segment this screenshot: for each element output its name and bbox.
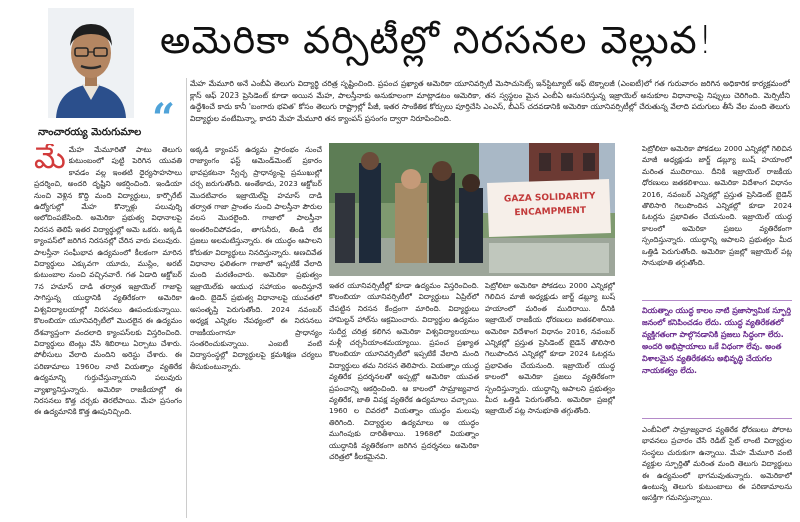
author-portrait-icon bbox=[48, 8, 134, 118]
column-3-text: ఇతర యూనివర్సిటీల్లో కూడా ఉద్యమం విస్తరించింది. కొలంబియా యూనివర్సిటీలో విద్యార్థులు ఏప్రిల్‌లో చేపట్టిన నిరసన కేంద్రంగా మారింది. విద్యార్థులు హామిల్టన్ హాల్‌ను ఆక్రమించారు. విద్యార్థుల ఉద్యమం సుదీర్ఘ చరిత్ర కలిగిన అమెరికా విశ్వవిద్యాలయాలు మళ్లీ చర్చనీయాంశమయ్యాయి. ప్రపంచ ప్రఖ్యాత కొలంబియా యూనివర్సిటీలో ఇప్పటికే వేలాది మంది విద్యార్థులు తమ నిరసన తెలిపారు. వియత్నాం యుద్ధ వ్యతిరేక ప్రదర్శనలతో అప్పట్లో అమెరికా యువత ప్రపంచాన్ని ఆకర్షించింది. ఆ కాలంలో సామ్రాజ్యవాద వ్యతిరేక, జాతి వివక్ష వ్యతిరేక ఉద్యమాలు వచ్చాయి. 1960 ల చివరలో వియత్నాం యుద్ధం మలుపు తిరిగింది. విద్యార్థుల ఉద్యమాలు ఆ యుద్ధం ముగింపుకు దారితీశాయి. 1968లో వియత్నాం యుద్ధానికి వ్యతిరేకంగా జరిగిన ప్రదర్శనలు అమెరికా చరిత్రలో కీలకమైనవి. bbox=[329, 281, 479, 462]
banner-line-2: ENCAMPMENT bbox=[514, 205, 587, 219]
article-column-4b bbox=[642, 424, 792, 518]
lead-paragraph: మేహ మేమూరి అనే ఎంబీఏ తెలుగు విద్యార్థి చరిత్ర సృష్టించింది. ప్రపంచ ప్రఖ్యాత అమెరికా యూనివర్సిటీ మెసాచుసెట్స్ ఇన్‌స్టిట్యూట్ ఆఫ్ టెక్నాలజీ (ఎంఐటీ)లో గత గురువారం జరిగిన అధికారిక కార్యక్రమంలో క్లాస్ ఆఫ్ 2023 ప్రెసిడెంట్ కూడా అయిన మేహ, పాలస్తీనాకు అనుకూలంగా మాట్లాడటం ఆమెరికా, తన స్వస్థలం మైన ఎంబీఏ అనుసరిస్తున్న ఇజ్రాయెల్ అనుకూల విధానాలపై నిప్పులు చెరిగింది. మెర్సిటీని ఉద్దేశించే కాదు కానీ 'బంగారు భవిత' కోసం తెలుగు రాష్ట్రాల్లో పీజీ, ఇతర సాంకేతిక కోర్సులు పూర్తిచేసి ఎంఎస్, బీఎస్ చదవడానికి అమెరికా యూనివర్సిటీల్లో చేరుతున్న వేలాది పదుగులు తీసే వేల మంది తెలుగు విద్యార్థుల వంటేమిన్నా, కాదని మేహ మేమూరి తన క్యాంపస్ ప్రసంగం ద్వారా నిరూపించింది. bbox=[190, 79, 790, 123]
pullquote-rule-bottom bbox=[642, 418, 792, 419]
pullquote-rule-top bbox=[642, 300, 792, 301]
column-4b-text: ఎంబీఏలో సామ్రాజ్యవాద వ్యతిరేక ధోరణులు పోరాట భావనలు ప్రచారం చేసే రెడిట్ సైట్ లాంటి విద్యార్థుల సంస్థలు చురుకుగా ఉన్నాయి. మేహ మేమూరి వంటి వ్యక్తుల స్ఫూర్తితో మరింత మంది తెలుగు విద్యార్థులు ఈ ఉద్యమంలో భాగమవుతున్నారు. అమెరికాలో ఉంటున్న తెలుగు కుటుంబాలు ఈ పరిణామాలను ఆసక్తిగా గమనిస్తున్నాయి. bbox=[642, 425, 792, 503]
column-1-text: మేహ మేమూరితో పాటు తెలుగు కుటుంబంలో పుట్టి పెరిగిన యువతి కావడం వల్ల ఇంతటి ధైర్యసాహసాలు ప్రదర్శించి, అందరి దృష్టిని ఆకర్షించింది. ఇండియా నుంచి వెళ్లిన కొద్ది మంది విద్యార్థులు, కార్పొరేట్ ఉద్యోగుల్లో మేహ కొన్నాళ్లు పలువుర్ని ఆలోచింపజేసింది. అమెరికా ప్రభుత్వ విధానాలపై నిరసన తెలిపే ఇతర విద్యార్థుల్లో ఆమె ఒకరు. అక్కడి క్యాంపస్‌లో జరిగిన నిరసనల్లో చేరిన వారు పలువురు. పాలస్తీనా సంఘీభావ ఉద్యమంలో కీలకంగా మారిన విద్యార్థులు ఎక్కువగా యూదు, ముస్లిం, అరబ్ కుటుంబాల నుంచి వచ్చినవారే. గత ఏడాది అక్టోబర్ 7న హమాస్ దాడి తర్వాత ఇజ్రాయెల్ గాజాపై సాగిస్తున్న యుద్ధానికి వ్యతిరేకంగా అమెరికా విశ్వవిద్యాలయాల్లో నిరసనలు ఊపందుకున్నాయి. కొలంబియా యూనివర్సిటీలో మొదలైన ఈ ఉద్యమం దేశవ్యాప్తంగా వందలాది క్యాంపస్‌లకు విస్తరించింది. విద్యార్థులు టెంట్లు వేసి శిబిరాలు ఏర్పాటు చేశారు. పోలీసులు వేలాది మందిని అరెస్టు చేశారు. ఈ పరిణామాలు 1960ల నాటి వియత్నాం వ్యతిరేక ఉద్యమాన్ని గుర్తుచేస్తున్నాయని పలువురు వ్యాఖ్యానిస్తున్నారు. అమెరికా రాజకీయాల్లో ఈ నిరసనలు కొత్త చర్చకు తెరలేపాయి. మేహ ప్రసంగం ఈ ఉద్యమానికి కొత్త ఊపునిచ్చింది. bbox=[34, 145, 182, 417]
protest-banner bbox=[491, 189, 610, 221]
column-2-text: అక్కడి క్యాంపస్ ఉద్యమ ప్రారంభం నుంచే రాజ్యాంగం ఫస్ట్ అమెండ్‌మెంట్ ప్రకారం భావప్రకటనా స్వేచ్ఛ ప్రాధాన్యంపై ప్రముఖుల్లో చర్చ జరుగుతోంది. అంతేకాదు, 2023 అక్టోబర్ మొదటివారం ఇజ్రాయెల్‌పై హమాస్ దాడి తర్వాత గాజా ప్రాంతం నుంచి పాలస్తీనా పౌరుల వలస మొదలైంది. గాజాలో పాలస్తీనా అంతరించిపోవడం, తాగునీరు, తిండి లేక ప్రజలు అలమటిస్తున్నారు. ఈ యుద్ధం ఆపాలని కోరుతూ విద్యార్థులు నినదిస్తున్నారు. అణచివేత విధానాల ఫలితంగా గాజాలో ఇప్పటికే వేలాది మంది మరణించారు. అమెరికా ప్రభుత్వం ఇజ్రాయెల్‌కు ఆయుధ సహాయం అందిస్తూనే ఉంది. బైడెన్ ప్రభుత్వ విధానాలపై యువతలో అసంతృప్తి పెరుగుతోంది. 2024 నవంబర్ అధ్యక్ష ఎన్నికల నేపథ్యంలో ఈ నిరసనలు రాజకీయంగానూ ప్రాధాన్యం సంతరించుకున్నాయి. ఎంఐటీ వంటి విద్యాసంస్థల్లో విద్యార్థులపై క్రమశిక్షణ చర్యలు తీసుకుంటున్నారు. bbox=[190, 145, 322, 371]
drop-cap: మే bbox=[34, 144, 66, 176]
article-column-4 bbox=[642, 143, 792, 295]
article-column-1 bbox=[34, 144, 182, 518]
column-divider bbox=[186, 78, 187, 518]
headline: అమెరికా వర్సిటీల్లో నిరసనల వెల్లువ! bbox=[160, 18, 714, 62]
column-4-text: పెట్రోలిటా అమెరికా పోకడలు 2000 ఎన్నికల్లో గెలిచిన మాజీ అధ్యక్షుడు జార్జ్ డబ్ల్యూ బుష్ హయాంలో మరింత ముదిరాయి. దీనికి ఇజ్రాయెల్ రాజకీయ ధోరణులు జతకలిశాయి. అమెరికా విదేశాంగ విధానం 2016, నవంబర్ ఎన్నికల్లో ప్రస్తుత ప్రెసిడెంట్ బైడెన్ తొలిసారి గెలుపొందిన ఎన్నికల్లో కూడా 2024 ఓటర్లను ప్రభావితం చేయనుంది. ఇజ్రాయెల్ యుద్ధ కాలంలో అమెరికా ప్రజలు వ్యతిరేకంగా స్పందిస్తున్నారు. యుద్ధాన్ని ఆపాలని ప్రభుత్వం మీద ఒత్తిడి పెరుగుతోంది. అమెరికా ప్రజల్లో ఇజ్రాయెల్ పట్ల సానుభూతి తగ్గుతోంది. bbox=[642, 144, 792, 268]
news-photo bbox=[329, 143, 615, 276]
article-column-3b bbox=[485, 280, 615, 518]
pullquote: వియత్నాం యుద్ధ కాలం నాటి ప్రజాస్వామిక స్ఫూర్తి జనంలో కనిపించడం లేదు. యుద్ధ వ్యతిరేకతలో వ్యక్తిగతంగా పాల్గొనడానికి ప్రజలు సిద్ధంగా లేరు. అందరి అభిప్రాయాలు ఒకే విధంగా లేవు. అంత విశాలమైన వ్యతిరేకతను అభివృద్ధి చేయగల నాయకత్వం లేదు. bbox=[642, 306, 791, 375]
author-name: నాంచారయ్య మెరుగుమాల bbox=[38, 127, 142, 138]
article-column-2 bbox=[190, 144, 322, 518]
author-photo bbox=[48, 8, 134, 118]
article-column-3 bbox=[329, 280, 479, 518]
column-3b-text: పెట్రోలిటా అమెరికా పోకడలు 2000 ఎన్నికల్లో గెలిచిన మాజీ అధ్యక్షుడు జార్జ్ డబ్ల్యూ బుష్ హయాంలో మరింత ముదిరాయి. దీనికి ఇజ్రాయెల్ రాజకీయ ధోరణులు జతకలిశాయి. అమెరికా విదేశాంగ విధానం 2016, నవంబర్ ఎన్నికల్లో ప్రస్తుత ప్రెసిడెంట్ బైడెన్ తొలిసారి గెలుపొందిన ఎన్నికల్లో కూడా 2024 ఓటర్లను ప్రభావితం చేయనుంది. ఇజ్రాయెల్ యుద్ధ కాలంలో అమెరికా ప్రజలు వ్యతిరేకంగా స్పందిస్తున్నారు. యుద్ధాన్ని ఆపాలని ప్రభుత్వం మీద ఒత్తిడి పెరుగుతోంది. అమెరికా ప్రజల్లో ఇజ్రాయెల్ పట్ల సానుభూతి తగ్గుతోంది. bbox=[485, 281, 615, 416]
quote-mark-icon: “ bbox=[152, 95, 176, 142]
banner-line-1: GAZA SOLIDARITY bbox=[503, 191, 596, 205]
